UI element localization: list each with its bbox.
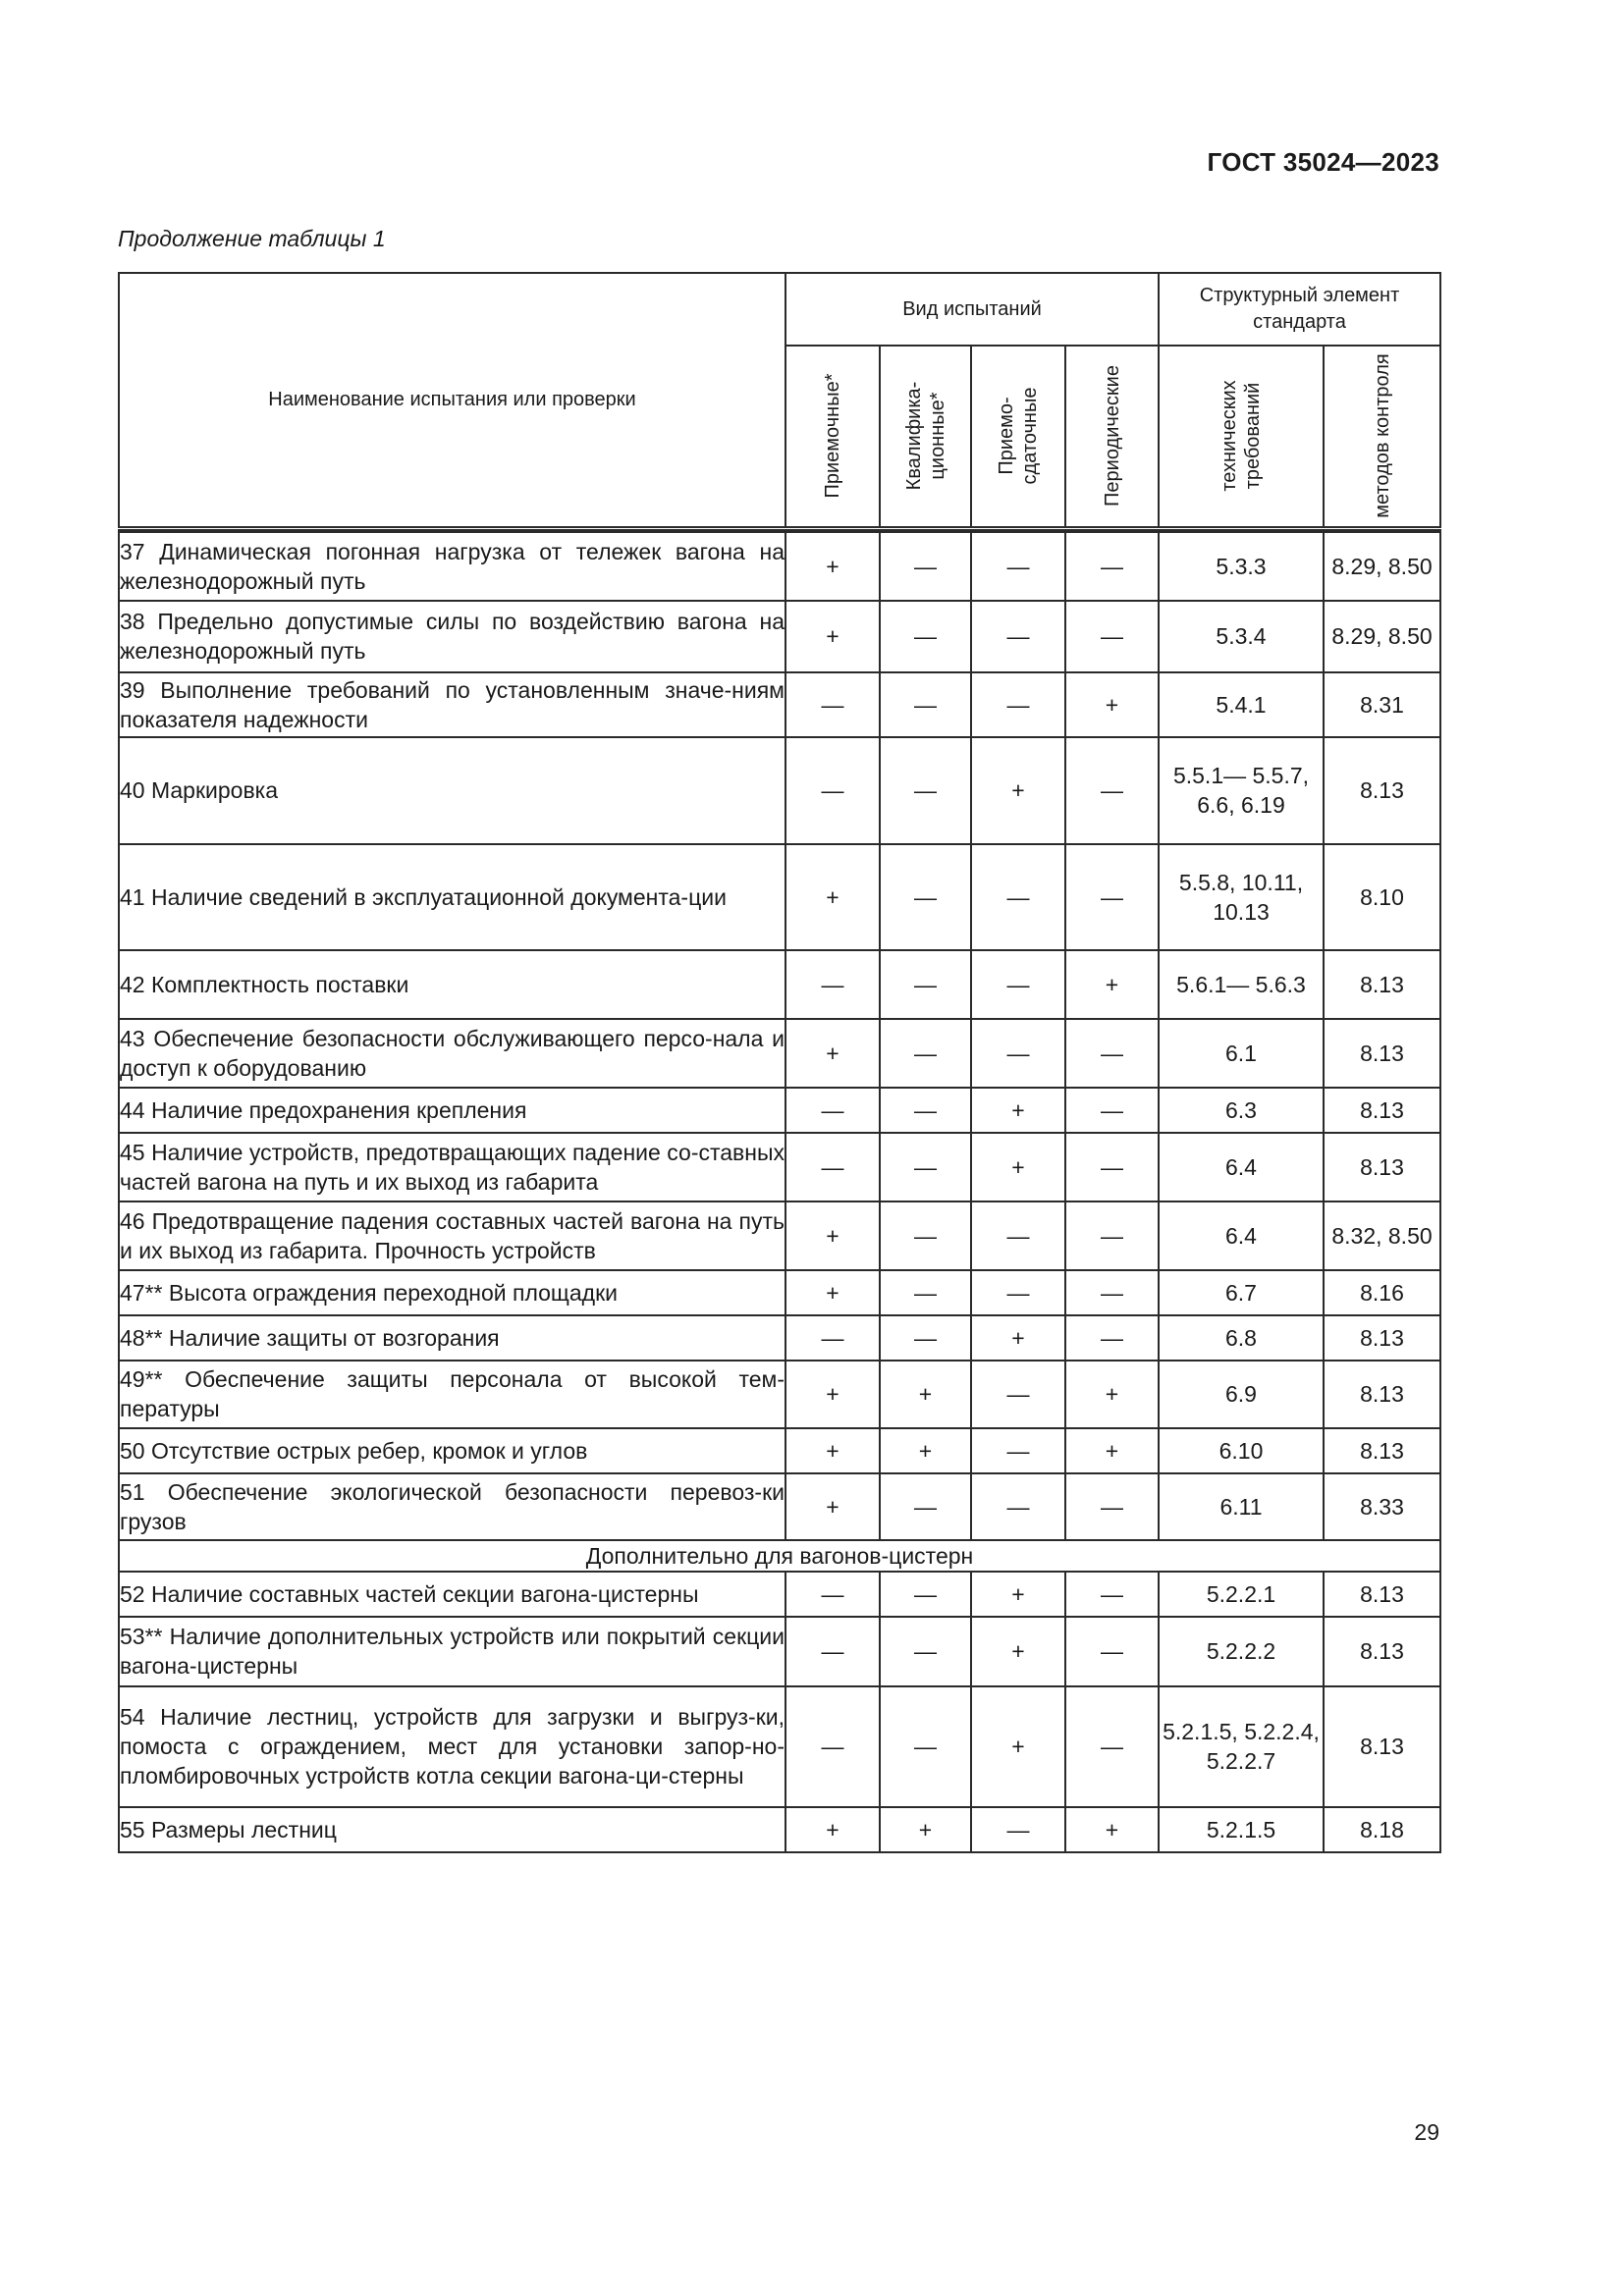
table-row — [119, 532, 1440, 601]
technical-requirement-cell: 5.4.1 — [1159, 672, 1324, 737]
test-delivery-cell: + — [971, 1315, 1065, 1361]
test-name-cell: 40 Маркировка — [119, 737, 785, 844]
test-periodic-cell: — — [1065, 844, 1159, 950]
test-name-cell: 53** Наличие дополнительных устройств или покрытий секции вагона-цистерны — [119, 1617, 785, 1686]
test-acceptance-cell: + — [785, 1428, 880, 1473]
test-delivery-cell: + — [971, 1133, 1065, 1201]
test-name-cell: 43 Обеспечение безопасности обслуживающего персо-нала и доступ к оборудованию — [119, 1019, 785, 1088]
test-acceptance-cell: — — [785, 1617, 880, 1686]
test-acceptance-cell: + — [785, 1270, 880, 1315]
test-delivery-cell: — — [971, 1201, 1065, 1270]
test-delivery-cell: — — [971, 950, 1065, 1019]
test-acceptance-cell: — — [785, 1686, 880, 1807]
test-qualification-cell: — — [880, 1315, 971, 1361]
test-name-cell: 44 Наличие предохранения крепления — [119, 1088, 785, 1133]
technical-requirement-cell: 6.10 — [1159, 1428, 1324, 1473]
section-title: Дополнительно для вагонов-цистерн — [119, 1540, 1440, 1572]
test-qualification-cell: — — [880, 1686, 971, 1807]
test-qualification-cell: — — [880, 1201, 971, 1270]
technical-requirements-header: технических требований — [1159, 346, 1324, 528]
control-method-cell: 8.13 — [1324, 1361, 1440, 1428]
test-periodic-cell: — — [1065, 1270, 1159, 1315]
test-name-cell: 55 Размеры лестниц — [119, 1807, 785, 1852]
technical-requirement-cell: 5.6.1— 5.6.3 — [1159, 950, 1324, 1019]
test-name-cell: 54 Наличие лестниц, устройств для загрузки и выгруз-ки, помоста с ограждением, мест для установки запор-но-пломбировочных устройств котла секции вагона-ци-стерны — [119, 1686, 785, 1807]
table-row — [119, 1201, 1440, 1270]
test-acceptance-cell: + — [785, 1201, 880, 1270]
tests-table — [118, 272, 1441, 1853]
test-delivery-cell: + — [971, 1572, 1065, 1617]
test-periodic-cell: + — [1065, 1428, 1159, 1473]
table-row — [119, 601, 1440, 672]
test-delivery-cell: — — [971, 1270, 1065, 1315]
table-row — [119, 1473, 1440, 1540]
test-delivery-cell: + — [971, 1617, 1065, 1686]
test-periodic-cell: — — [1065, 737, 1159, 844]
test-periodic-cell: + — [1065, 1361, 1159, 1428]
control-methods-header: методов контроля — [1324, 346, 1440, 528]
test-delivery-cell: — — [971, 1361, 1065, 1428]
section-row — [119, 1540, 1440, 1572]
test-acceptance-cell: + — [785, 1473, 880, 1540]
test-periodic-cell: — — [1065, 1133, 1159, 1201]
test-delivery-cell: — — [971, 844, 1065, 950]
table-row — [119, 1133, 1440, 1201]
technical-requirement-cell: 6.11 — [1159, 1473, 1324, 1540]
table-row — [119, 1361, 1440, 1428]
test-acceptance-cell: + — [785, 1807, 880, 1852]
test-qualification-cell: — — [880, 1617, 971, 1686]
test-name-cell: 52 Наличие составных частей секции вагона-цистерны — [119, 1572, 785, 1617]
test-periodic-cell: + — [1065, 950, 1159, 1019]
control-method-cell: 8.13 — [1324, 1019, 1440, 1088]
test-periodic-cell: — — [1065, 1617, 1159, 1686]
test-acceptance-cell: + — [785, 532, 880, 601]
name-column-header: Наименование испытания или проверки — [119, 273, 785, 528]
test-acceptance-cell: — — [785, 1315, 880, 1361]
control-method-cell: 8.13 — [1324, 1686, 1440, 1807]
technical-requirement-cell: 6.1 — [1159, 1019, 1324, 1088]
test-delivery-cell: — — [971, 1807, 1065, 1852]
test-name-cell: 51 Обеспечение экологической безопасности перевоз-ки грузов — [119, 1473, 785, 1540]
table-row — [119, 1807, 1440, 1852]
control-method-cell: 8.18 — [1324, 1807, 1440, 1852]
test-name-cell: 38 Предельно допустимые силы по воздействию вагона на железнодорожный путь — [119, 601, 785, 672]
test-name-cell: 47** Высота ограждения переходной площадки — [119, 1270, 785, 1315]
control-method-cell: 8.13 — [1324, 1617, 1440, 1686]
test-delivery-cell: + — [971, 737, 1065, 844]
control-method-cell: 8.29, 8.50 — [1324, 601, 1440, 672]
page-number: 29 — [1414, 2119, 1439, 2145]
table-row — [119, 1315, 1440, 1361]
test-acceptance-cell: + — [785, 601, 880, 672]
test-qualification-cell: — — [880, 1088, 971, 1133]
structural-element-header: Структурный элемент стандарта — [1159, 273, 1440, 346]
control-method-cell: 8.32, 8.50 — [1324, 1201, 1440, 1270]
test-qualification-cell: — — [880, 1572, 971, 1617]
test-type-qualification-header: Квалифика-ционные* — [880, 346, 971, 528]
test-periodic-cell: + — [1065, 1807, 1159, 1852]
test-qualification-cell: — — [880, 737, 971, 844]
test-acceptance-cell: + — [785, 1019, 880, 1088]
table-row — [119, 950, 1440, 1019]
test-qualification-cell: — — [880, 1133, 971, 1201]
test-name-cell: 37 Динамическая погонная нагрузка от тележек вагона на железнодорожный путь — [119, 532, 785, 601]
test-acceptance-cell: — — [785, 672, 880, 737]
control-method-cell: 8.13 — [1324, 1088, 1440, 1133]
test-periodic-cell: — — [1065, 1473, 1159, 1540]
test-periodic-cell: — — [1065, 1201, 1159, 1270]
test-periodic-cell: + — [1065, 672, 1159, 737]
technical-requirement-cell: 5.3.3 — [1159, 532, 1324, 601]
test-acceptance-cell: — — [785, 1133, 880, 1201]
test-delivery-cell: — — [971, 672, 1065, 737]
test-qualification-cell: + — [880, 1361, 971, 1428]
control-method-cell: 8.10 — [1324, 844, 1440, 950]
test-delivery-cell: — — [971, 532, 1065, 601]
test-acceptance-cell: — — [785, 950, 880, 1019]
technical-requirement-cell: 5.5.1— 5.5.7, 6.6, 6.19 — [1159, 737, 1324, 844]
table-row — [119, 1686, 1440, 1807]
test-delivery-cell: — — [971, 1428, 1065, 1473]
technical-requirement-cell: 5.3.4 — [1159, 601, 1324, 672]
technical-requirement-cell: 6.9 — [1159, 1361, 1324, 1428]
control-method-cell: 8.13 — [1324, 1428, 1440, 1473]
test-qualification-cell: — — [880, 672, 971, 737]
test-delivery-cell: — — [971, 1473, 1065, 1540]
test-delivery-cell: — — [971, 1019, 1065, 1088]
table-row — [119, 1572, 1440, 1617]
table-row — [119, 1617, 1440, 1686]
table-row — [119, 1088, 1440, 1133]
test-qualification-cell: — — [880, 844, 971, 950]
technical-requirement-cell: 6.4 — [1159, 1201, 1324, 1270]
test-qualification-cell: — — [880, 1473, 971, 1540]
control-method-cell: 8.13 — [1324, 737, 1440, 844]
control-method-cell: 8.31 — [1324, 672, 1440, 737]
technical-requirement-cell: 5.2.1.5, 5.2.2.4, 5.2.2.7 — [1159, 1686, 1324, 1807]
test-periodic-cell: — — [1065, 1315, 1159, 1361]
technical-requirement-cell: 6.7 — [1159, 1270, 1324, 1315]
test-qualification-cell: — — [880, 532, 971, 601]
technical-requirement-cell: 5.5.8, 10.11, 10.13 — [1159, 844, 1324, 950]
technical-requirement-cell: 5.2.1.5 — [1159, 1807, 1324, 1852]
test-qualification-cell: + — [880, 1807, 971, 1852]
test-qualification-cell: — — [880, 1270, 971, 1315]
technical-requirement-cell: 6.8 — [1159, 1315, 1324, 1361]
table-row — [119, 672, 1440, 737]
test-name-cell: 45 Наличие устройств, предотвращающих падение со-ставных частей вагона на путь и их выход из габарита — [119, 1133, 785, 1201]
test-name-cell: 48** Наличие защиты от возгорания — [119, 1315, 785, 1361]
test-name-cell: 46 Предотвращение падения составных частей вагона на путь и их выход из габарита. Прочность устройств — [119, 1201, 785, 1270]
table-row — [119, 1019, 1440, 1088]
control-method-cell: 8.16 — [1324, 1270, 1440, 1315]
test-type-periodic-header: Периодические — [1065, 346, 1159, 528]
test-qualification-cell: + — [880, 1428, 971, 1473]
control-method-cell: 8.13 — [1324, 1315, 1440, 1361]
control-method-cell: 8.13 — [1324, 1133, 1440, 1201]
test-qualification-cell: — — [880, 950, 971, 1019]
table-row — [119, 737, 1440, 844]
test-name-cell: 41 Наличие сведений в эксплуатационной документа-ции — [119, 844, 785, 950]
control-method-cell: 8.13 — [1324, 1572, 1440, 1617]
test-type-header: Вид испытаний — [785, 273, 1159, 346]
test-acceptance-cell: — — [785, 1088, 880, 1133]
technical-requirement-cell: 5.2.2.2 — [1159, 1617, 1324, 1686]
control-method-cell: 8.29, 8.50 — [1324, 532, 1440, 601]
test-periodic-cell: — — [1065, 1572, 1159, 1617]
test-qualification-cell: — — [880, 1019, 971, 1088]
technical-requirement-cell: 6.3 — [1159, 1088, 1324, 1133]
test-qualification-cell: — — [880, 601, 971, 672]
test-acceptance-cell: — — [785, 1572, 880, 1617]
test-periodic-cell: — — [1065, 601, 1159, 672]
table-caption: Продолжение таблицы 1 — [118, 226, 386, 251]
test-periodic-cell: — — [1065, 1686, 1159, 1807]
test-periodic-cell: — — [1065, 1088, 1159, 1133]
table-row — [119, 1428, 1440, 1473]
test-type-delivery-header: Приемо-сдаточные — [971, 346, 1065, 528]
control-method-cell: 8.13 — [1324, 950, 1440, 1019]
table-row — [119, 1270, 1440, 1315]
test-name-cell: 39 Выполнение требований по установленным значе-ниям показателя надежности — [119, 672, 785, 737]
control-method-cell: 8.33 — [1324, 1473, 1440, 1540]
test-acceptance-cell: — — [785, 737, 880, 844]
test-periodic-cell: — — [1065, 1019, 1159, 1088]
test-type-acceptance-header: Приемочные* — [785, 346, 880, 528]
test-delivery-cell: + — [971, 1088, 1065, 1133]
technical-requirement-cell: 6.4 — [1159, 1133, 1324, 1201]
test-delivery-cell: + — [971, 1686, 1065, 1807]
test-acceptance-cell: + — [785, 1361, 880, 1428]
test-acceptance-cell: + — [785, 844, 880, 950]
test-delivery-cell: — — [971, 601, 1065, 672]
document-code: ГОСТ 35024—2023 — [1207, 147, 1439, 177]
test-name-cell: 50 Отсутствие острых ребер, кромок и углов — [119, 1428, 785, 1473]
table-row — [119, 844, 1440, 950]
test-periodic-cell: — — [1065, 532, 1159, 601]
technical-requirement-cell: 5.2.2.1 — [1159, 1572, 1324, 1617]
test-name-cell: 49** Обеспечение защиты персонала от высокой тем-пературы — [119, 1361, 785, 1428]
test-name-cell: 42 Комплектность поставки — [119, 950, 785, 1019]
